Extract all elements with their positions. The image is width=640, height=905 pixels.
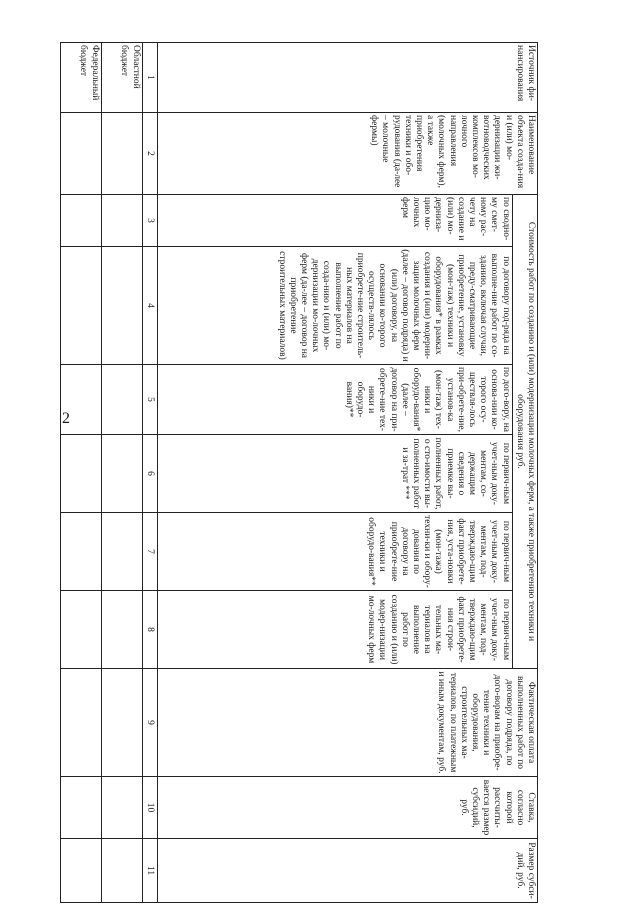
table-cell bbox=[60, 591, 101, 669]
column-number: 8 bbox=[142, 591, 157, 669]
cost-table bbox=[60, 42, 538, 903]
table-row-regional-budget bbox=[101, 43, 142, 903]
table-cell bbox=[60, 113, 101, 195]
table-cell bbox=[60, 195, 101, 247]
table-cell bbox=[60, 777, 101, 839]
table-cell bbox=[101, 113, 142, 195]
header-source: Источник фи-нансирования bbox=[157, 43, 537, 113]
table-cell bbox=[101, 365, 142, 435]
header-row-1 bbox=[512, 43, 537, 903]
column-number: 2 bbox=[142, 113, 157, 195]
column-number: 1 bbox=[142, 43, 157, 113]
table-cell bbox=[60, 435, 101, 513]
column-number: 3 bbox=[142, 195, 157, 247]
header-rate: Ставка, согласно которой рассчиты-вается размер субсидий, руб. bbox=[157, 777, 537, 839]
header-primary-materials: по первич-ным учет-ным доку-ментам, под-тверждаю-щим факт приобрете-ния строи-тельных ма-териалов на выполнение работ по созданию и (или) модер-низации мо-лочных ферм bbox=[157, 591, 512, 669]
header-contract: по договору под-ряда на выполне-ние работ по со-зданию, включая случаи, преду-сматривающие приобретение, установку (мон-таж) техники и оборудования* в рамках создания и (или) модерни-зации молочных ферм (далее – договор подряда) и (или) договору, на основании ко-торого осуществ-лялось приобрете-ние строитель-ных материалов на выполнение работ по созда-нию и (или) мо-дернизации мо-лочных ферм (да-лее – договор на приобретение строительных материалов) bbox=[157, 247, 512, 365]
column-number: 4 bbox=[142, 247, 157, 365]
header-object: Наименование объекта созда-ния и (или) мо-дернизации жи-вотноводческих комплексов мо-лочного направления (молочных ферм), а также приобретения техники и обо-рудования (да-лее – молочные фермы) bbox=[157, 113, 537, 195]
table-cell bbox=[60, 247, 101, 365]
table-cell bbox=[101, 839, 142, 903]
column-number: 5 bbox=[142, 365, 157, 435]
header-primary-works: по первич-ным учет-ным доку-ментам, со-держащим сведения о приемке вы-полненных работ, о сто-имости вы-полненных работ и за-трат *** bbox=[157, 435, 512, 513]
header-equipment-contract: по дого-вору, на основа-нии ко-торого осу-ществля-лось при-обрете-ние, установ-ка (мон-таж) тех-ники и оборудо-вания* (далее – договор на при-обрете-ние тех-ники и оборудо-вания)** bbox=[157, 365, 512, 435]
row-source-label: Федеральный бюджет bbox=[60, 43, 101, 113]
rotated-table-container bbox=[78, 42, 538, 902]
column-number: 6 bbox=[142, 435, 157, 513]
header-cost-group: Стоимость работ по созданию и (или) модернизации молочных ферм, а также приобретению техники и оборудования руб. bbox=[512, 195, 537, 669]
header-primary-install: по первич-ным учет-ным доку-ментам, под-тверждаю-щим факт приобрете-ния, уста-новки (мон-тажа) техни-ки и обору-дования по договору на приобрете-ние техники и оборудо-вания** bbox=[157, 513, 512, 591]
table-cell bbox=[60, 669, 101, 777]
column-number-row bbox=[142, 43, 157, 903]
page-number: 2 bbox=[62, 410, 70, 427]
table-cell bbox=[101, 435, 142, 513]
table-cell bbox=[101, 513, 142, 591]
table-cell bbox=[60, 513, 101, 591]
column-number: 10 bbox=[142, 777, 157, 839]
table-cell bbox=[101, 195, 142, 247]
header-subsidy: Размер субси-дий, руб. bbox=[157, 839, 537, 903]
column-number: 11 bbox=[142, 839, 157, 903]
table-row-federal-budget bbox=[60, 43, 101, 903]
table-cell bbox=[101, 669, 142, 777]
row-source-label: Областной бюджет bbox=[101, 43, 142, 113]
table-cell bbox=[60, 839, 101, 903]
table-cell bbox=[101, 591, 142, 669]
table-cell bbox=[101, 247, 142, 365]
column-number: 9 bbox=[142, 669, 157, 777]
table-cell bbox=[60, 365, 101, 435]
column-number: 7 bbox=[142, 513, 157, 591]
header-estimate: по сводно-му смет-ному рас-чету на создание и (или) мо-дерниза-цию мо-лочных ферм bbox=[157, 195, 512, 247]
table-cell bbox=[101, 777, 142, 839]
header-actual-payment: Фактическая оплата выполненных работ по договору подряда, по дого-ворам на приобре-тение техники и оборудования, строительных ма-териалов, по платежным и иным документам, руб. bbox=[157, 669, 537, 777]
